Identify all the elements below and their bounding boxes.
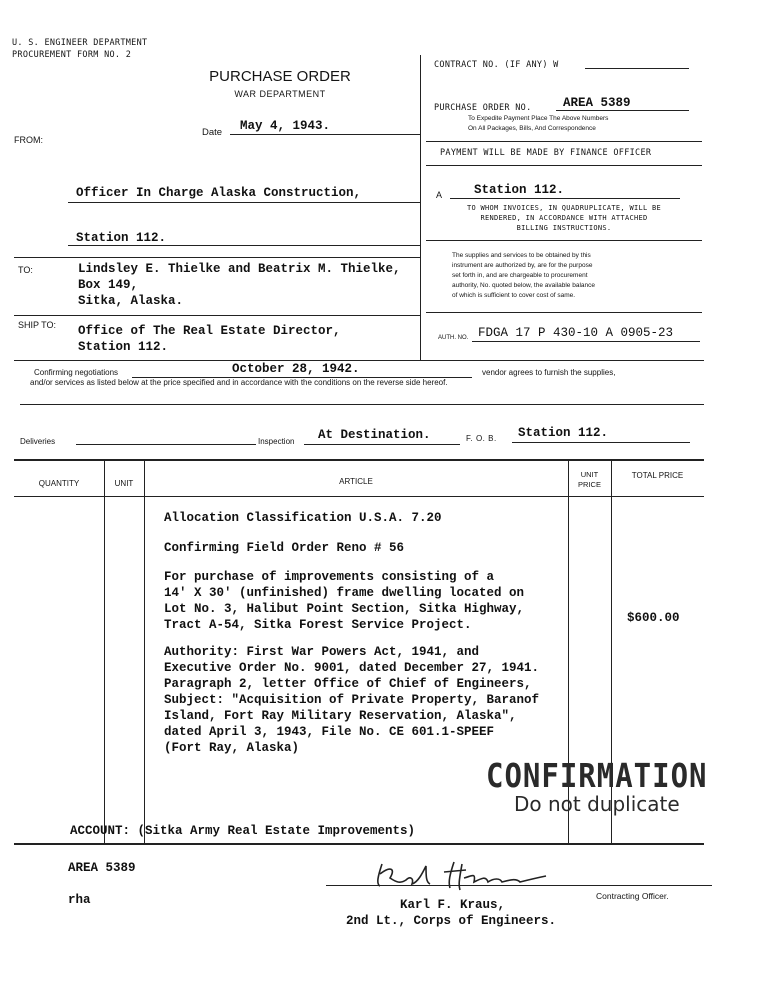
article-line: Tract A-54, Sitka Forest Service Project. <box>164 618 472 632</box>
from-office: Officer In Charge Alaska Construction, <box>76 186 362 200</box>
services-text: and/or services as listed below at the price specified and in accordance with the conditions on the reverse side hereof. <box>30 378 448 387</box>
contract-label: CONTRACT NO. (IF ANY) W <box>434 60 559 70</box>
form-subtitle: WAR DEPARTMENT <box>234 89 326 99</box>
article-line: Island, Fort Ray Military Reservation, Alaska", <box>164 709 517 723</box>
article-line: Allocation Classification U.S.A. 7.20 <box>164 511 442 525</box>
ship-to-station: Station 112. <box>78 340 169 354</box>
confirming-label: Confirming negotiations <box>34 368 119 377</box>
vendor-agrees-text: vendor agrees to furnish the supplies, <box>482 368 616 377</box>
auth-no-label: AUTH. NO. <box>438 335 469 341</box>
finance-station: Station 112. <box>474 183 565 197</box>
col-header-unit-price-1: UNIT <box>580 470 599 479</box>
article-line: Lot No. 3, Halibut Point Section, Sitka Highway, <box>164 602 525 616</box>
account-line: ACCOUNT: (Sitka Army Real Estate Improvements) <box>70 824 416 838</box>
article-line: Confirming Field Order Reno # 56 <box>164 541 405 555</box>
contracting-officer-label: Contracting Officer. <box>596 891 669 901</box>
total-price-value: $600.00 <box>627 611 680 625</box>
col-header-unit-price-2: PRICE <box>578 480 601 489</box>
fob-label: F. O. B. <box>466 434 497 443</box>
auth-text-1: The supplies and services to be obtained by this <box>452 252 591 259</box>
auth-text-3: set forth in, and are chargeable to procurement <box>452 272 588 279</box>
to-name: Lindsley E. Thielke and Beatrix M. Thielke, <box>78 262 401 276</box>
article-line: Paragraph 2, letter Office of Chief of Engineers, <box>164 677 532 691</box>
fob-value: Station 112. <box>518 426 609 440</box>
auth-no-value: FDGA 17 P 430-10 A 0905-23 <box>478 326 674 340</box>
article-line: Authority: First War Powers Act, 1941, and <box>164 645 480 659</box>
do-not-duplicate-stamp: Do not duplicate <box>514 792 680 816</box>
col-header-quantity: QUANTITY <box>38 479 80 488</box>
ship-to-label: SHIP TO: <box>18 320 57 330</box>
article-line: 14' X 30' (unfinished) frame dwelling located on <box>164 586 525 600</box>
po-number: AREA 5389 <box>563 96 631 110</box>
col-header-total-price: TOTAL PRICE <box>631 471 684 480</box>
department-line: U. S. ENGINEER DEPARTMENT <box>12 38 148 48</box>
inspection-value: At Destination. <box>318 428 431 442</box>
date-value: May 4, 1943. <box>240 119 331 133</box>
confirmation-stamp: CONFIRMATION <box>486 756 708 796</box>
col-header-article: ARTICLE <box>339 477 373 486</box>
po-label: PURCHASE ORDER NO. <box>434 103 532 113</box>
signer-name: Karl F. Kraus, <box>400 898 506 912</box>
auth-text-5: of which is sufficient to cover cost of same. <box>452 292 576 299</box>
from-station: Station 112. <box>76 231 167 245</box>
area-reference: AREA 5389 <box>68 861 136 875</box>
ship-to-office: Office of The Real Estate Director, <box>78 324 341 338</box>
expedite-note-1: To Expedite Payment Place The Above Numbers <box>468 115 609 122</box>
finance-at-label: A <box>436 190 443 200</box>
article-line: dated April 3, 1943, File No. CE 601.1-SPEEF <box>164 725 495 739</box>
auth-text-4: authority, No. quoted below, the available balance <box>452 282 595 289</box>
invoice-note-3: BILLING INSTRUCTIONS. <box>516 224 612 232</box>
typist-initials: rha <box>68 893 91 907</box>
deliveries-label: Deliveries <box>20 437 56 446</box>
date-label: Date <box>202 127 223 138</box>
to-label: TO: <box>18 265 33 275</box>
from-label: FROM: <box>14 135 43 145</box>
expedite-note-2: On All Packages, Bills, And Correspondence <box>468 125 596 132</box>
payment-label: PAYMENT WILL BE MADE BY FINANCE OFFICER <box>440 148 652 158</box>
inspection-label: Inspection <box>258 437 295 446</box>
signer-title: 2nd Lt., Corps of Engineers. <box>346 914 557 928</box>
auth-text-2: instrument are authorized by, are for the purpose <box>452 262 593 269</box>
form-title: PURCHASE ORDER <box>209 68 351 85</box>
to-city: Sitka, Alaska. <box>78 294 184 308</box>
confirming-date: October 28, 1942. <box>232 362 360 376</box>
article-line: Subject: "Acquisition of Private Property, Baranof <box>164 693 540 707</box>
col-header-unit: UNIT <box>114 479 134 488</box>
article-line: For purchase of improvements consisting of a <box>164 570 495 584</box>
signature <box>370 856 590 896</box>
form-number-line: PROCUREMENT FORM NO. 2 <box>12 50 132 60</box>
invoice-note-2: RENDERED, IN ACCORDANCE WITH ATTACHED <box>480 214 648 222</box>
to-box: Box 149, <box>78 278 139 292</box>
article-line: Executive Order No. 9001, dated December 27, 1941. <box>164 661 540 675</box>
article-line: (Fort Ray, Alaska) <box>164 741 300 755</box>
invoice-note-1: TO WHOM INVOICES, IN QUADRUPLICATE, WILL BE <box>466 204 662 212</box>
